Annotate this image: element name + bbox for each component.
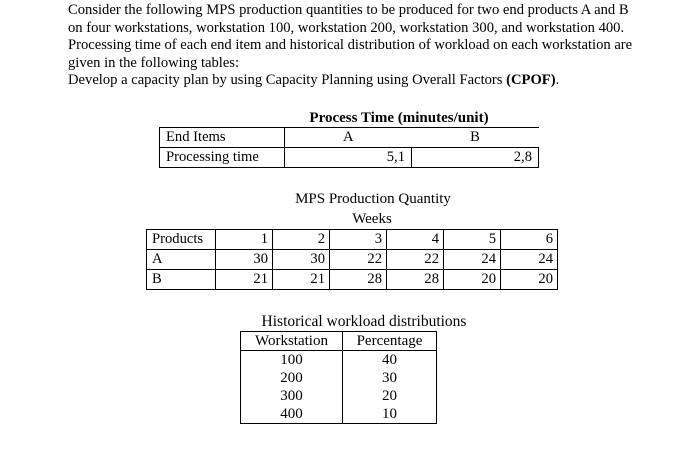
- process-time-header-row: [160, 128, 539, 148]
- week-header: 1: [216, 230, 273, 250]
- workload-title: Historical workload distributions: [261, 313, 467, 330]
- workload-percentage: 10: [343, 405, 437, 424]
- workload-percentage: 40: [343, 351, 437, 370]
- workload-row: [241, 351, 437, 370]
- end-items-header: End Items: [160, 128, 285, 148]
- mps-cell: 28: [330, 270, 387, 290]
- problem-line-4: given in the following tables:: [68, 54, 240, 71]
- workload-percentage: 20: [343, 387, 437, 405]
- problem-line-2: on four workstations, workstation 100, workstation 200, workstation 300, and workstation 400.: [68, 19, 625, 36]
- workload-row: [241, 369, 437, 387]
- mps-weeks-label: Weeks: [352, 211, 392, 227]
- cpof-label: (CPOF): [506, 72, 556, 89]
- mps-cell: 30: [273, 250, 330, 270]
- workload-table: [240, 331, 437, 424]
- mps-cell: 20: [444, 270, 501, 290]
- col-a-header: A: [285, 128, 412, 148]
- problem-line-3: Processing time of each end item and historical distribution of workload on each workstation are: [68, 37, 633, 54]
- problem-line-5-end: .: [555, 72, 560, 89]
- processing-time-label: Processing time: [160, 148, 285, 168]
- mps-row-b: [147, 270, 558, 290]
- workload-percentage: 30: [343, 369, 437, 387]
- mps-header-row: [147, 230, 558, 250]
- problem-line-5-text: Develop a capacity plan by using Capacity Planning using Overall Factors: [68, 72, 507, 89]
- problem-line-1: Consider the following MPS production quantities to be produced for two end products A and B: [68, 2, 629, 18]
- week-header: 6: [501, 230, 558, 250]
- mps-cell: 22: [330, 250, 387, 270]
- mps-cell: 28: [387, 270, 444, 290]
- processing-time-a: 5,1: [285, 148, 412, 168]
- mps-cell: 21: [216, 270, 273, 290]
- workload-row: [241, 387, 437, 405]
- mps-cell: 24: [444, 250, 501, 270]
- week-header: 3: [330, 230, 387, 250]
- process-time-row: [160, 148, 539, 168]
- week-header: 2: [273, 230, 330, 250]
- workstation-id: 300: [241, 387, 343, 405]
- problem-statement: [68, 2, 693, 90]
- workload-header-row: [241, 332, 437, 351]
- processing-time-b: 2,8: [412, 148, 539, 168]
- workstation-header: Workstation: [241, 332, 343, 351]
- percentage-header: Percentage: [343, 332, 437, 351]
- process-time-table: [159, 127, 539, 168]
- week-header: 5: [444, 230, 501, 250]
- mps-cell: 30: [216, 250, 273, 270]
- problem-line-5: [68, 72, 693, 90]
- process-time-title: Process Time (minutes/unit): [309, 110, 489, 126]
- mps-cell: 22: [387, 250, 444, 270]
- mps-table: [146, 229, 558, 290]
- product-label: B: [147, 270, 216, 290]
- workstation-id: 400: [241, 405, 343, 424]
- week-header: 4: [387, 230, 444, 250]
- mps-cell: 21: [273, 270, 330, 290]
- mps-cell: 24: [501, 250, 558, 270]
- col-b-header: B: [412, 128, 539, 148]
- mps-row-a: [147, 250, 558, 270]
- workload-row: [241, 405, 437, 424]
- mps-title: MPS Production Quantity: [295, 191, 451, 207]
- workstation-id: 200: [241, 369, 343, 387]
- mps-cell: 20: [501, 270, 558, 290]
- workstation-id: 100: [241, 351, 343, 370]
- products-header: Products: [147, 230, 216, 250]
- product-label: A: [147, 250, 216, 270]
